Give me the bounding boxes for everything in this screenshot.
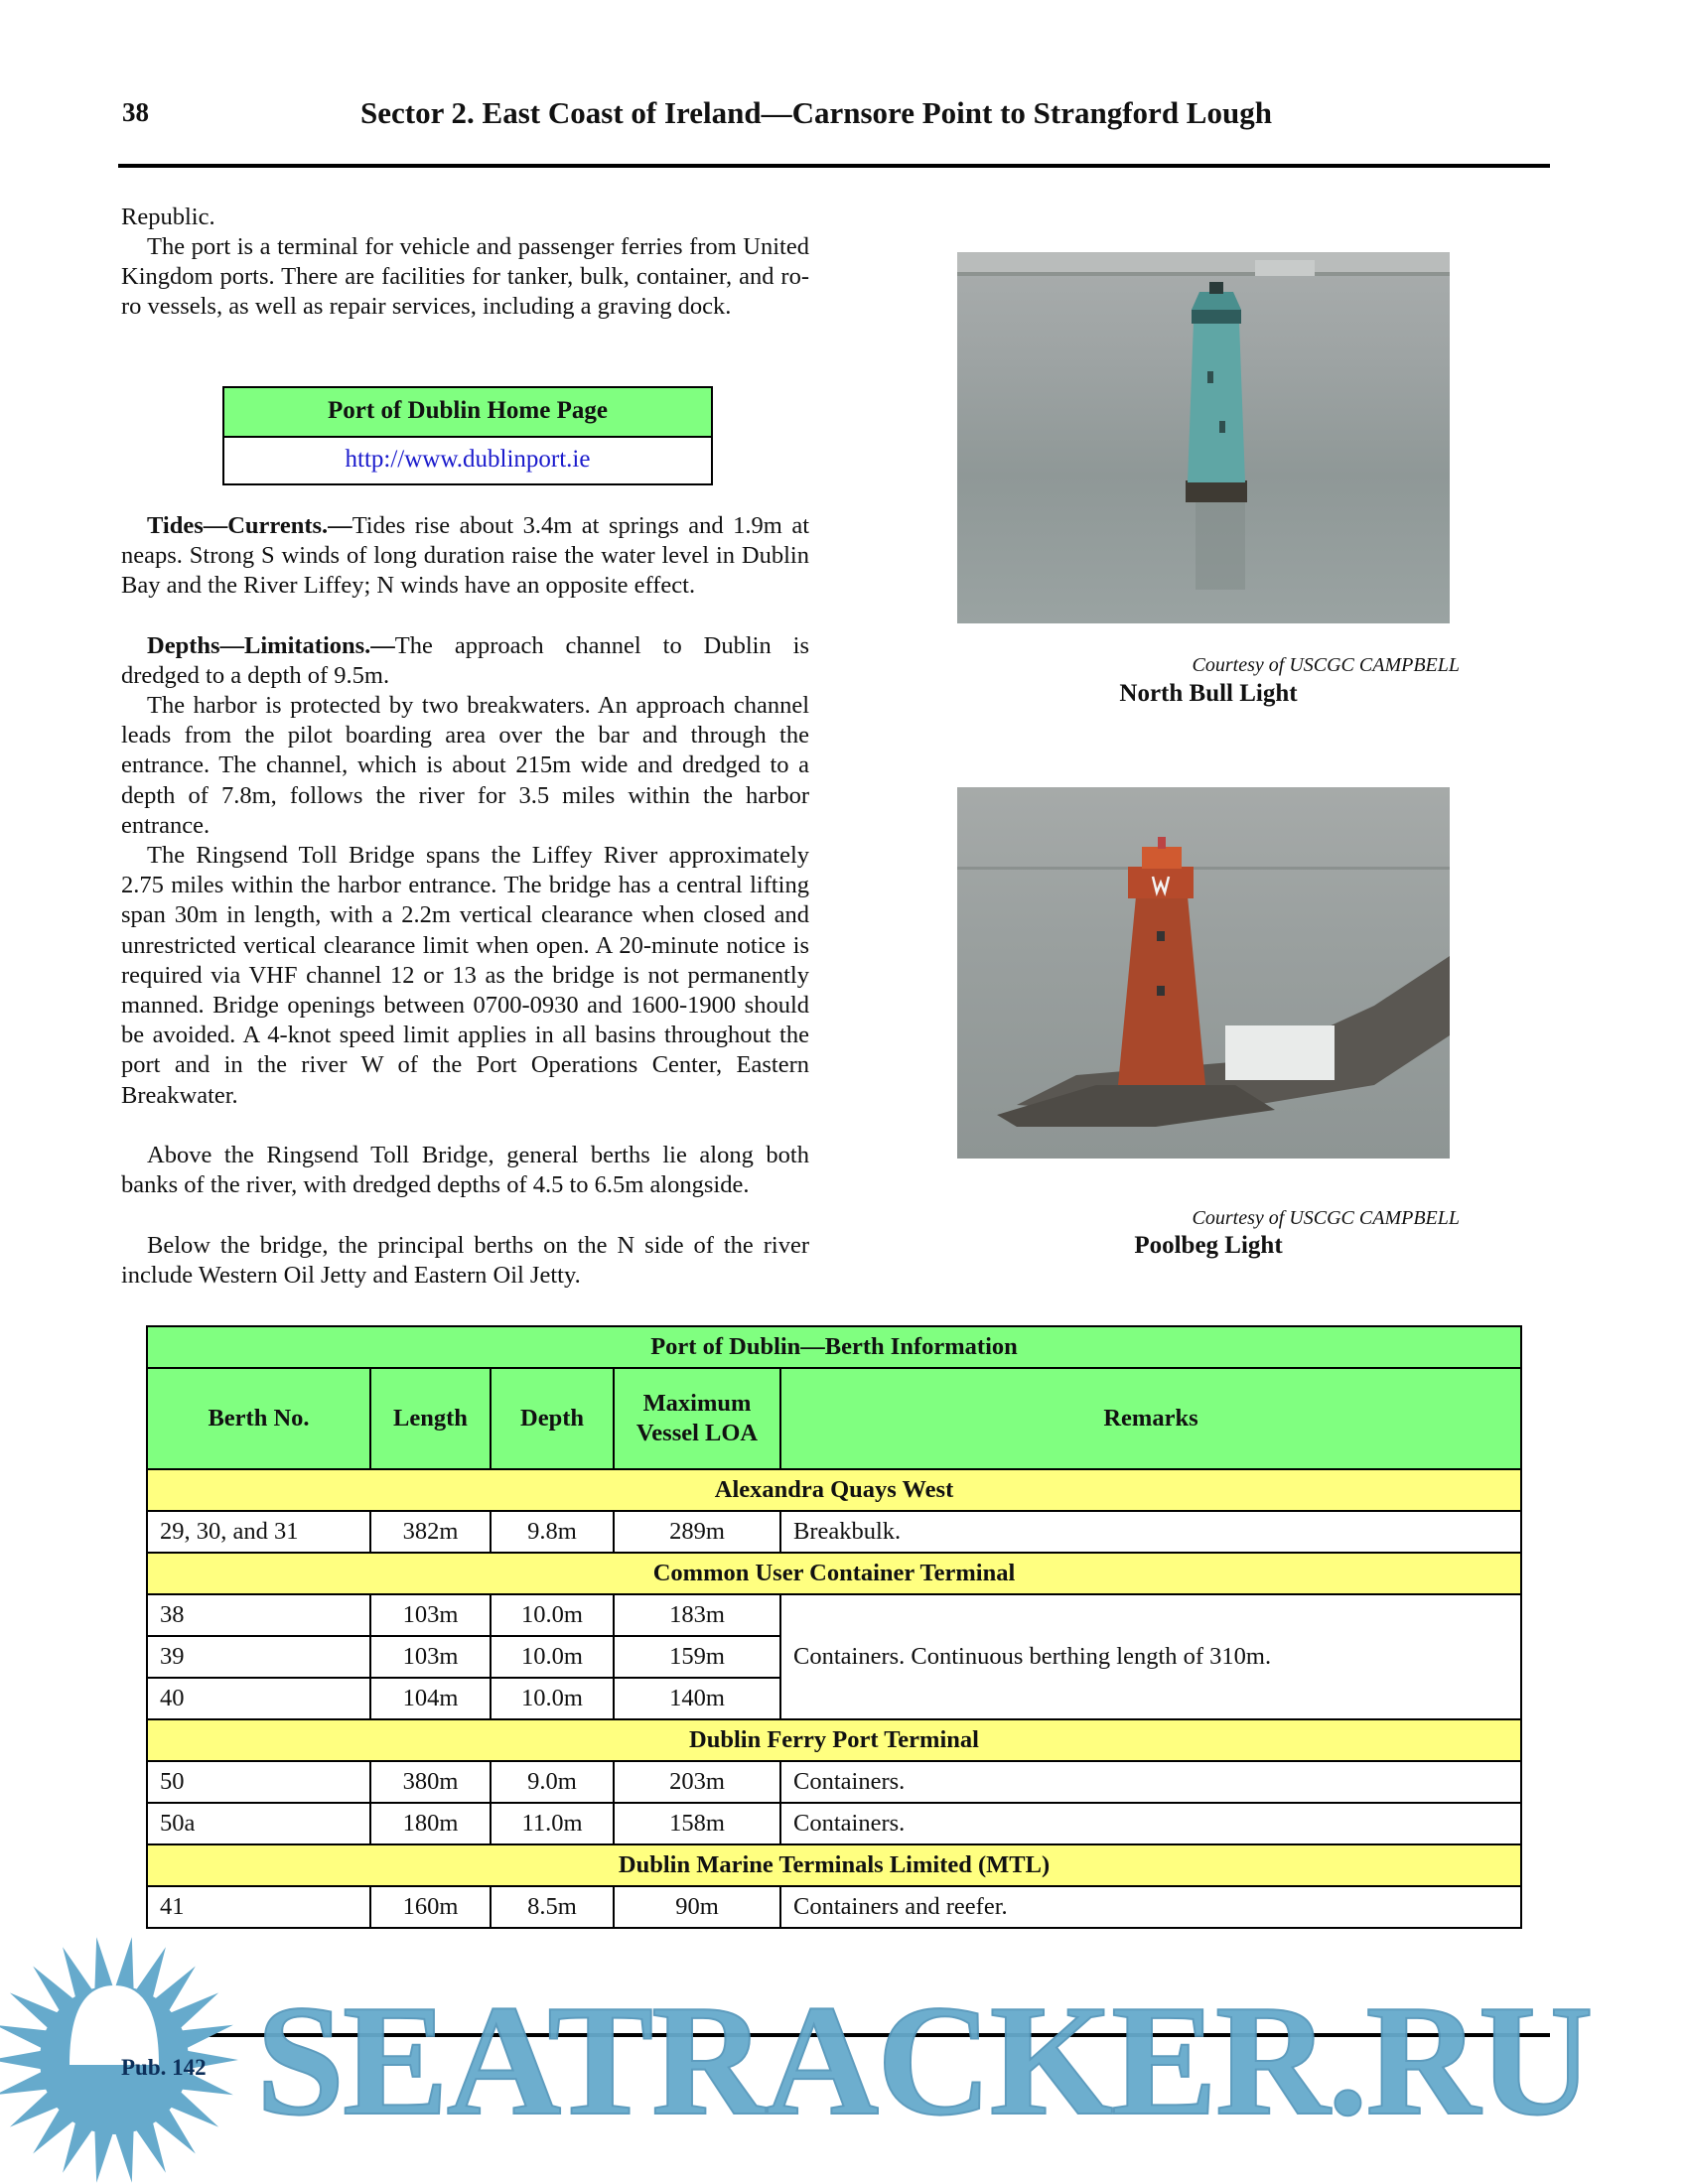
tides-heading: Tides—Currents.— [147, 512, 352, 539]
group-header: Alexandra Quays West [147, 1469, 1521, 1511]
table-title: Port of Dublin—Berth Information [147, 1326, 1521, 1368]
depths-heading: Depths—Limitations.— [147, 632, 395, 659]
photo-credit: Courtesy of USCGC CAMPBELL [1192, 1207, 1460, 1229]
loa-cell: 90m [614, 1886, 780, 1928]
header-rule [118, 164, 1550, 168]
paragraph-depths [121, 631, 809, 691]
berth-cell: 40 [147, 1678, 370, 1719]
depths-text: The approach channel to Dublin is dredged to a depth of 9.5m. [121, 632, 809, 690]
north-bull-light-photo [957, 252, 1450, 623]
port-homepage-link[interactable]: http://www.dublinport.ie [345, 446, 591, 473]
depth-cell: 8.5m [491, 1886, 614, 1928]
column-header: Maximum Vessel LOA [614, 1368, 780, 1469]
paragraph-tides [121, 511, 809, 602]
loa-cell: 140m [614, 1678, 780, 1719]
group-header: Dublin Marine Terminals Limited (MTL) [147, 1844, 1521, 1886]
table-row [147, 1803, 1521, 1844]
remarks-cell: Breakbulk. [780, 1511, 1521, 1553]
berth-cell: 50 [147, 1761, 370, 1803]
depth-cell: 10.0m [491, 1636, 614, 1678]
poolbeg-lighthouse-image [957, 787, 1450, 1159]
column-header: Berth No. [147, 1368, 370, 1469]
berth-cell: 50a [147, 1803, 370, 1844]
remarks-cell: Containers. [780, 1803, 1521, 1844]
berth-cell: 29, 30, and 31 [147, 1511, 370, 1553]
length-cell: 160m [370, 1886, 491, 1928]
table-row [147, 1761, 1521, 1803]
depth-cell: 9.8m [491, 1511, 614, 1553]
table-row [147, 1511, 1521, 1553]
column-header: Depth [491, 1368, 614, 1469]
length-cell: 103m [370, 1636, 491, 1678]
remarks-cell: Containers. [780, 1761, 1521, 1803]
photo-caption: Poolbeg Light [1134, 1232, 1283, 1259]
depth-cell: 10.0m [491, 1594, 614, 1636]
length-cell: 104m [370, 1678, 491, 1719]
north-bull-lighthouse-image [957, 252, 1450, 623]
column-header: Length [370, 1368, 491, 1469]
loa-cell: 158m [614, 1803, 780, 1844]
length-cell: 180m [370, 1803, 491, 1844]
link-box [222, 386, 713, 485]
paragraph-above-bridge: Above the Ringsend Toll Bridge, general berths lie along both banks of the river, with dredged depths of 4.5 to 6.5m alongside. [121, 1142, 809, 1199]
sun-watermark-icon [0, 1916, 248, 2184]
page-title: Sector 2. East Coast of Ireland—Carnsore Point to Strangford Lough [360, 95, 1272, 130]
length-cell: 380m [370, 1761, 491, 1803]
remarks-cell: Containers and reefer. [780, 1886, 1521, 1928]
berth-cell: 38 [147, 1594, 370, 1636]
tides-text: Tides rise about 3.4m at springs and 1.9m at neaps. Strong S winds of long duration raise the water level in Dublin Bay and the River Liffey; N winds have an opposite effect. [121, 512, 809, 600]
length-cell: 103m [370, 1594, 491, 1636]
poolbeg-light-photo [957, 787, 1450, 1159]
berth-cell: 41 [147, 1886, 370, 1928]
loa-cell: 203m [614, 1761, 780, 1803]
length-cell: 382m [370, 1511, 491, 1553]
paragraph-ringsend: The Ringsend Toll Bridge spans the Liffey River approximately 2.75 miles within the harbor entrance. The bridge has a central lifting span 30m in length, with a 2.2m vertical clearance when closed and unrestricted vertical clearance limit when open. A 20-minute notice is required via VHF channel 12 or 13 as the bridge is not permanently manned. Bridge openings between 0700-0930 and 1600-1900 should be avoided. A 4-knot speed limit applies in all basins throughout the port and in the river W of the Port Operations Center, Eastern Breakwater. [121, 842, 809, 1109]
table-row [147, 1886, 1521, 1928]
column-header: Remarks [780, 1368, 1521, 1469]
photo-caption: North Bull Light [1119, 680, 1298, 707]
page-number: 38 [122, 97, 149, 127]
depth-cell: 11.0m [491, 1803, 614, 1844]
table-row [147, 1594, 1521, 1636]
depth-cell: 10.0m [491, 1678, 614, 1719]
group-header: Dublin Ferry Port Terminal [147, 1719, 1521, 1761]
watermark-text: SEATRACKER.RU [256, 1972, 1592, 2148]
publication-number: Pub. 142 [121, 2055, 207, 2080]
paragraph-port: The port is a terminal for vehicle and passenger ferries from United Kingdom ports. There are facilities for tanker, bulk, container, and ro-ro vessels, as well as repair services, including a graving dock. [121, 233, 809, 321]
link-box-title: Port of Dublin Home Page [224, 388, 711, 438]
loa-cell: 183m [614, 1594, 780, 1636]
paragraph-harbor: The harbor is protected by two breakwaters. An approach channel leads from the pilot boarding area over the bar and through the entrance. The channel, which is about 215m wide and dredged to a depth of 7.8m, follows the river for 3.5 miles within the harbor entrance. [121, 692, 809, 839]
depth-cell: 9.0m [491, 1761, 614, 1803]
paragraph-below-bridge: Below the bridge, the principal berths on the N side of the river include Western Oil Jetty and Eastern Oil Jetty. [121, 1232, 809, 1290]
loa-cell: 289m [614, 1511, 780, 1553]
group-header: Common User Container Terminal [147, 1553, 1521, 1594]
berth-information-table [146, 1325, 1522, 1929]
berth-cell: 39 [147, 1636, 370, 1678]
photo-credit: Courtesy of USCGC CAMPBELL [1192, 654, 1460, 676]
remarks-cell: Containers. Continuous berthing length of 310m. [780, 1594, 1521, 1719]
loa-cell: 159m [614, 1636, 780, 1678]
paragraph-republic: Republic. [121, 204, 215, 230]
